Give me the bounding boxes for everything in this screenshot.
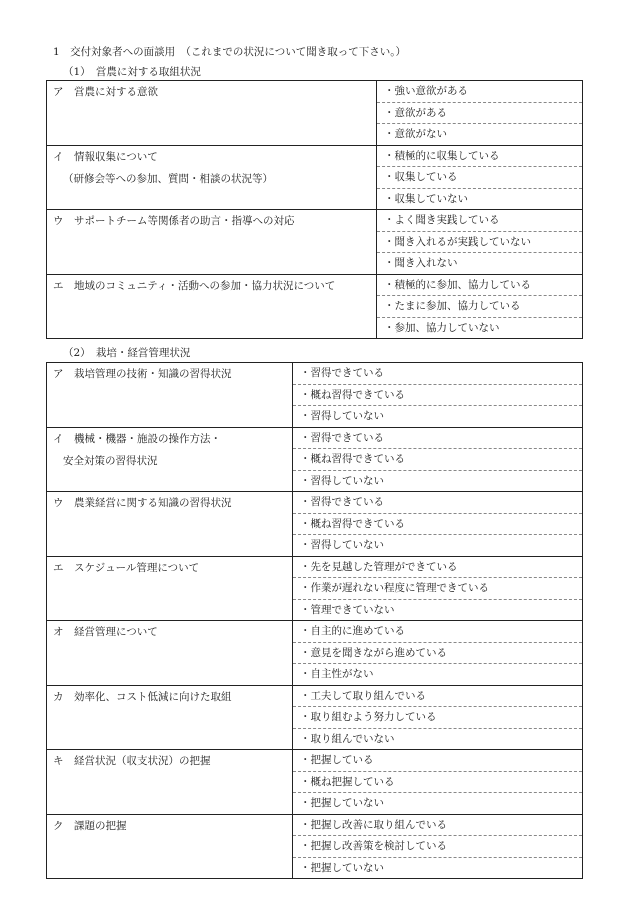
option-choice[interactable]: ・概ね習得できている xyxy=(293,385,582,407)
option-cell xyxy=(293,427,583,492)
item-label-cell xyxy=(47,750,293,815)
form-row xyxy=(47,750,583,815)
item-label: カ 効率化、コスト低減に向けた取組 xyxy=(53,690,232,703)
option-choice[interactable]: ・積極的に収集している xyxy=(377,146,582,168)
form-row xyxy=(47,274,583,339)
option-choice[interactable]: ・習得できている xyxy=(293,428,582,450)
option-choice[interactable]: ・習得できている xyxy=(293,492,582,514)
option-choice[interactable]: ・聞き入れるが実践していない xyxy=(377,232,582,254)
option-choice[interactable]: ・習得できている xyxy=(293,363,582,385)
item-label-cell xyxy=(47,492,293,557)
option-choice[interactable]: ・たまに参加、協力している xyxy=(377,296,582,318)
option-choice[interactable]: ・聞き入れない xyxy=(384,257,458,269)
item-label: オ 経営管理について xyxy=(53,626,158,638)
option-choice[interactable]: ・意欲がある xyxy=(377,103,582,125)
option-cell xyxy=(293,363,583,428)
section-title: 1 交付対象者への面談用 （これまでの状況について聞き取って下さい。） xyxy=(53,46,406,58)
item-label-cell xyxy=(47,621,293,686)
form-row xyxy=(47,556,583,621)
item-label: （研修会等への参加、質問・相談の状況等） xyxy=(63,172,273,185)
item-label: エ 地域のコミュニティ・活動への参加・協力状況について xyxy=(53,279,336,292)
item-label-cell xyxy=(47,814,293,879)
option-choice[interactable]: ・管理できていない xyxy=(300,603,395,616)
option-choice[interactable]: ・把握し改善に取り組んでいる xyxy=(293,815,582,837)
option-choice[interactable]: ・参加、協力していない xyxy=(384,321,500,334)
form-row xyxy=(47,814,583,879)
item-label: キ 経営状況（収支状況）の把握 xyxy=(53,755,211,767)
option-choice[interactable]: ・習得していない xyxy=(300,539,384,551)
option-choice[interactable]: ・先を見越した管理ができている xyxy=(293,557,582,579)
form-row xyxy=(47,210,583,275)
form-row xyxy=(47,81,583,146)
item-label-cell xyxy=(47,685,293,750)
item-label-cell xyxy=(47,556,293,621)
option-choice[interactable]: ・積極的に参加、協力している xyxy=(377,275,582,297)
part2-title: （2） 栽培・経営管理状況 xyxy=(63,347,191,359)
part2-table xyxy=(46,362,583,879)
item-label: イ 機械・機器・施設の操作方法・ xyxy=(53,432,221,445)
part1-title: （1） 営農に対する取組状況 xyxy=(63,66,201,78)
item-label-cell xyxy=(47,81,377,146)
item-label-cell xyxy=(47,210,377,275)
option-choice[interactable]: ・収集している xyxy=(377,167,582,189)
item-label: ウ サポートチーム等関係者の助言・指導への対応 xyxy=(53,215,295,227)
option-choice[interactable]: ・概ね習得できている xyxy=(293,514,582,536)
form-row xyxy=(47,492,583,557)
form-row xyxy=(47,427,583,492)
option-cell xyxy=(293,492,583,557)
option-choice[interactable]: ・把握し改善策を検討している xyxy=(293,836,582,858)
option-cell xyxy=(293,750,583,815)
form-row xyxy=(47,145,583,210)
option-cell xyxy=(377,145,583,210)
option-choice[interactable]: ・取り組むよう努力している xyxy=(293,707,582,729)
item-label-cell xyxy=(47,145,377,210)
option-choice[interactable]: ・取り組んでいない xyxy=(300,732,395,745)
item-label-cell xyxy=(47,363,293,428)
option-choice[interactable]: ・工夫して取り組んでいる xyxy=(293,686,582,708)
option-cell xyxy=(377,210,583,275)
option-cell xyxy=(293,621,583,686)
item-label: エ スケジュール管理について xyxy=(53,561,200,574)
option-choice[interactable]: ・習得していない xyxy=(300,410,384,422)
option-cell xyxy=(377,274,583,339)
option-cell xyxy=(377,81,583,146)
form-row xyxy=(47,621,583,686)
option-choice[interactable]: ・強い意欲がある xyxy=(377,81,582,103)
option-choice[interactable]: ・習得していない xyxy=(300,474,384,487)
form-row xyxy=(47,685,583,750)
item-label-cell xyxy=(47,274,377,339)
option-cell xyxy=(293,685,583,750)
option-choice[interactable]: ・把握していない xyxy=(300,861,384,874)
option-choice[interactable]: ・意見を聞きながら進めている xyxy=(293,643,582,665)
option-choice[interactable]: ・意欲がない xyxy=(384,128,447,140)
option-choice[interactable]: ・よく聞き実践している xyxy=(377,210,582,232)
item-label: 安全対策の習得状況 xyxy=(63,454,158,467)
option-choice[interactable]: ・自主性がない xyxy=(300,668,374,680)
item-label: ア 栽培管理の技術・知識の習得状況 xyxy=(53,368,232,380)
option-choice[interactable]: ・自主的に進めている xyxy=(293,621,582,643)
item-label: ク 課題の把握 xyxy=(53,819,127,832)
option-cell xyxy=(293,556,583,621)
option-cell xyxy=(293,814,583,879)
item-label-cell xyxy=(47,427,293,492)
option-choice[interactable]: ・収集していない xyxy=(384,192,468,205)
option-choice[interactable]: ・概ね把握している xyxy=(293,772,582,794)
option-choice[interactable]: ・概ね習得できている xyxy=(293,449,582,471)
item-label: ウ 農業経営に関する知識の習得状況 xyxy=(53,497,232,509)
form-row xyxy=(47,363,583,428)
item-label: イ 情報収集について xyxy=(53,150,158,163)
item-label: ア 営農に対する意欲 xyxy=(53,86,158,98)
option-choice[interactable]: ・作業が遅れない程度に管理できている xyxy=(293,578,582,600)
option-choice[interactable]: ・把握している xyxy=(293,750,582,772)
option-choice[interactable]: ・把握していない xyxy=(300,797,384,809)
part1-table xyxy=(46,80,583,339)
